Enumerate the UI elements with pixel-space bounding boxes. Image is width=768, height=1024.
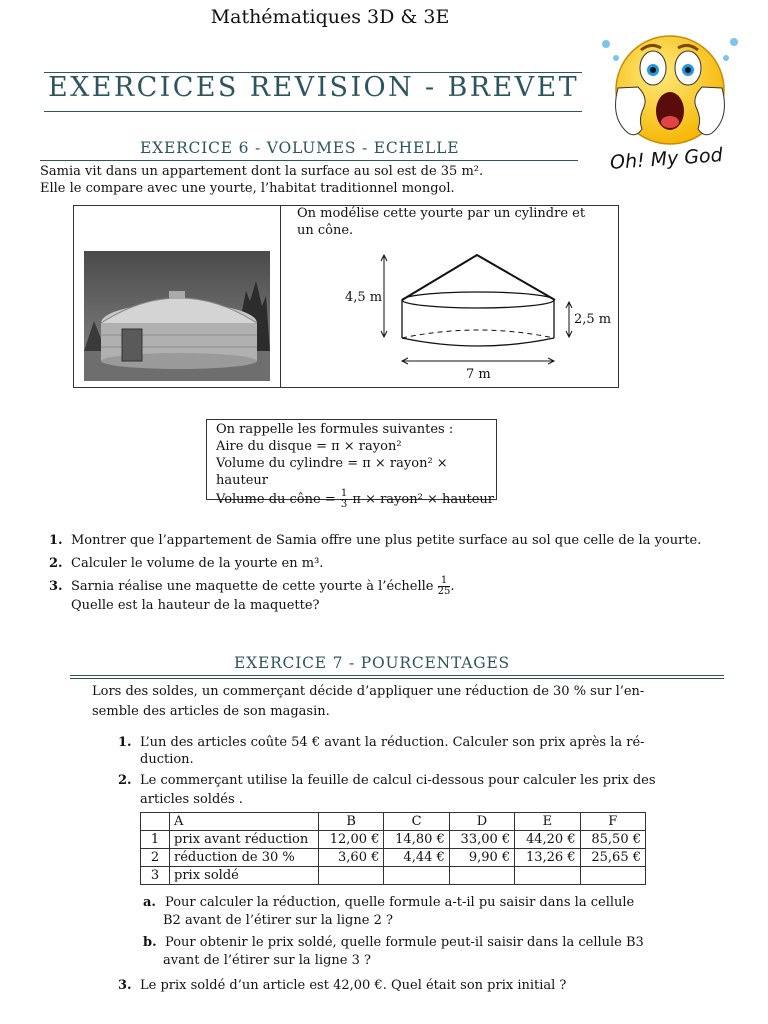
question-text: Calculer le volume de la yourte en m³. <box>71 556 324 571</box>
table-cell: 12,00 € <box>319 831 384 849</box>
column-header: D <box>449 813 514 831</box>
ex6-question-3 <box>49 576 455 597</box>
row-header: 3 <box>141 867 170 885</box>
ex6-question-1 <box>49 532 701 549</box>
table-cell <box>580 867 645 885</box>
table-cell <box>449 867 514 885</box>
exercise-6-intro-line2: Elle le compare avec une yourte, l’habitat traditionnel mongol. <box>40 181 455 196</box>
exercise-7-intro-line2: semble des articles de son magasin. <box>92 704 330 719</box>
yurt-photo <box>84 251 270 381</box>
ex7-question-2b <box>143 934 644 951</box>
column-header: F <box>580 813 645 831</box>
title-rule-bottom <box>44 111 582 112</box>
yurt-diagram <box>380 245 580 370</box>
ex7-question-2a-line2: B2 avant de l’étirer sur la ligne 2 ? <box>163 913 393 928</box>
spreadsheet-table <box>140 812 646 885</box>
table-cell: 9,90 € <box>449 849 514 867</box>
table-cell <box>515 867 580 885</box>
figure-caption: On modélise cette yourte par un cylindre et un cône. <box>297 206 586 238</box>
ex7-question-3 <box>118 977 566 994</box>
question-text: L’un des articles coûte 54 € avant la réduction. Calculer son prix après la ré- <box>140 735 645 750</box>
table-row <box>141 831 646 849</box>
table-cell: prix soldé <box>170 867 319 885</box>
ex7-question-1-line2: duction. <box>140 752 194 767</box>
column-header: C <box>384 813 449 831</box>
question-text-end: . <box>450 579 455 594</box>
question-text: Montrer que l’appartement de Samia offre une plus petite surface au sol que celle de la yourte. <box>71 533 702 548</box>
question-number: 1. <box>118 735 132 750</box>
exercise-6-intro-line1: Samia vit dans un appartement dont la surface au sol est de 35 m². <box>40 164 484 179</box>
spreadsheet-header-row <box>141 813 646 831</box>
table-row <box>141 849 646 867</box>
formula-cone-right: π × rayon² × hauteur <box>352 492 494 507</box>
table-row <box>141 867 646 885</box>
question-label: a. <box>143 895 156 910</box>
exercise-7-title: EXERCICE 7 - POURCENTAGES <box>234 654 510 672</box>
table-cell: 33,00 € <box>449 831 514 849</box>
table-cell: réduction de 30 % <box>170 849 319 867</box>
formula-cylinder-volume: Volume du cylindre = π × rayon² × hauteur <box>216 456 448 488</box>
ex7-question-2a <box>143 894 634 911</box>
ex7-question-2-line2: articles soldés . <box>140 792 243 807</box>
fraction-denominator: 25 <box>437 586 451 597</box>
table-cell: 13,26 € <box>515 849 580 867</box>
table-cell: 3,60 € <box>319 849 384 867</box>
question-text: Pour obtenir le prix soldé, quelle formule peut-il saisir dans la cellule B3 <box>165 935 644 950</box>
ex7-question-2b-line2: avant de l’étirer sur la ligne 3 ? <box>163 953 371 968</box>
formula-cone-volume <box>216 489 496 510</box>
table-cell <box>384 867 449 885</box>
question-number: 2. <box>49 556 63 571</box>
column-header: A <box>170 813 319 831</box>
formula-cone-left: Volume du cône = <box>216 492 336 507</box>
dimension-total-height: 4,5 m <box>345 290 383 305</box>
ex7-question-1 <box>118 734 645 751</box>
column-header: E <box>515 813 580 831</box>
question-text: Le commerçant utilise la feuille de calcul ci-dessous pour calculer les prix des <box>140 773 656 788</box>
fraction-denominator: 3 <box>340 499 348 510</box>
table-cell: 25,65 € <box>580 849 645 867</box>
question-number: 3. <box>49 579 63 594</box>
exercise-6-rule <box>40 160 578 161</box>
table-cell: 14,80 € <box>384 831 449 849</box>
ex6-question-3-line2: Quelle est la hauteur de la maquette? <box>71 598 320 613</box>
course-header: Mathématiques 3D & 3E <box>210 6 450 28</box>
formula-disk-area: Aire du disque = π × rayon² <box>216 439 402 454</box>
figure-divider <box>280 205 281 388</box>
table-cell: 4,44 € <box>384 849 449 867</box>
formula-box <box>206 419 497 510</box>
fraction-numerator: 1 <box>340 488 348 499</box>
exercise-6-title: EXERCICE 6 - VOLUMES - ECHELLE <box>140 139 460 157</box>
formula-intro: On rappelle les formules suivantes : <box>216 422 454 437</box>
dimension-width: 7 m <box>466 367 491 382</box>
column-header: B <box>319 813 384 831</box>
table-cell: 85,50 € <box>580 831 645 849</box>
scale-fraction <box>438 576 451 597</box>
question-number: 2. <box>118 773 132 788</box>
fraction-numerator: 1 <box>438 576 451 587</box>
table-cell: 44,20 € <box>515 831 580 849</box>
exercise-7-intro-line1: Lors des soldes, un commerçant décide d’appliquer une réduction de 30 % sur l’en- <box>92 684 645 699</box>
emoji-caption: Oh! My God <box>609 144 724 174</box>
dimension-wall-height: 2,5 m <box>574 312 612 327</box>
ex7-question-2 <box>118 772 656 789</box>
question-number: 1. <box>49 533 63 548</box>
question-text: Sarnia réalise une maquette de cette yourte à l’échelle <box>71 579 434 594</box>
corner-cell <box>141 813 170 831</box>
page-title: EXERCICES REVISION - BREVET <box>48 72 580 103</box>
question-label: b. <box>143 935 157 950</box>
question-text: Pour calculer la réduction, quelle formule a-t-il pu saisir dans la cellule <box>165 895 635 910</box>
ex6-question-2 <box>49 555 323 572</box>
row-header: 2 <box>141 849 170 867</box>
question-text: Le prix soldé d’un article est 42,00 €. Quel était son prix initial ? <box>140 978 567 993</box>
exercise-7-rule-top <box>70 675 724 676</box>
formula-cone-fraction <box>340 489 348 510</box>
table-cell: prix avant réduction <box>170 831 319 849</box>
exercise-7-rule-bottom <box>70 678 724 679</box>
question-number: 3. <box>118 978 132 993</box>
row-header: 1 <box>141 831 170 849</box>
table-cell <box>319 867 384 885</box>
